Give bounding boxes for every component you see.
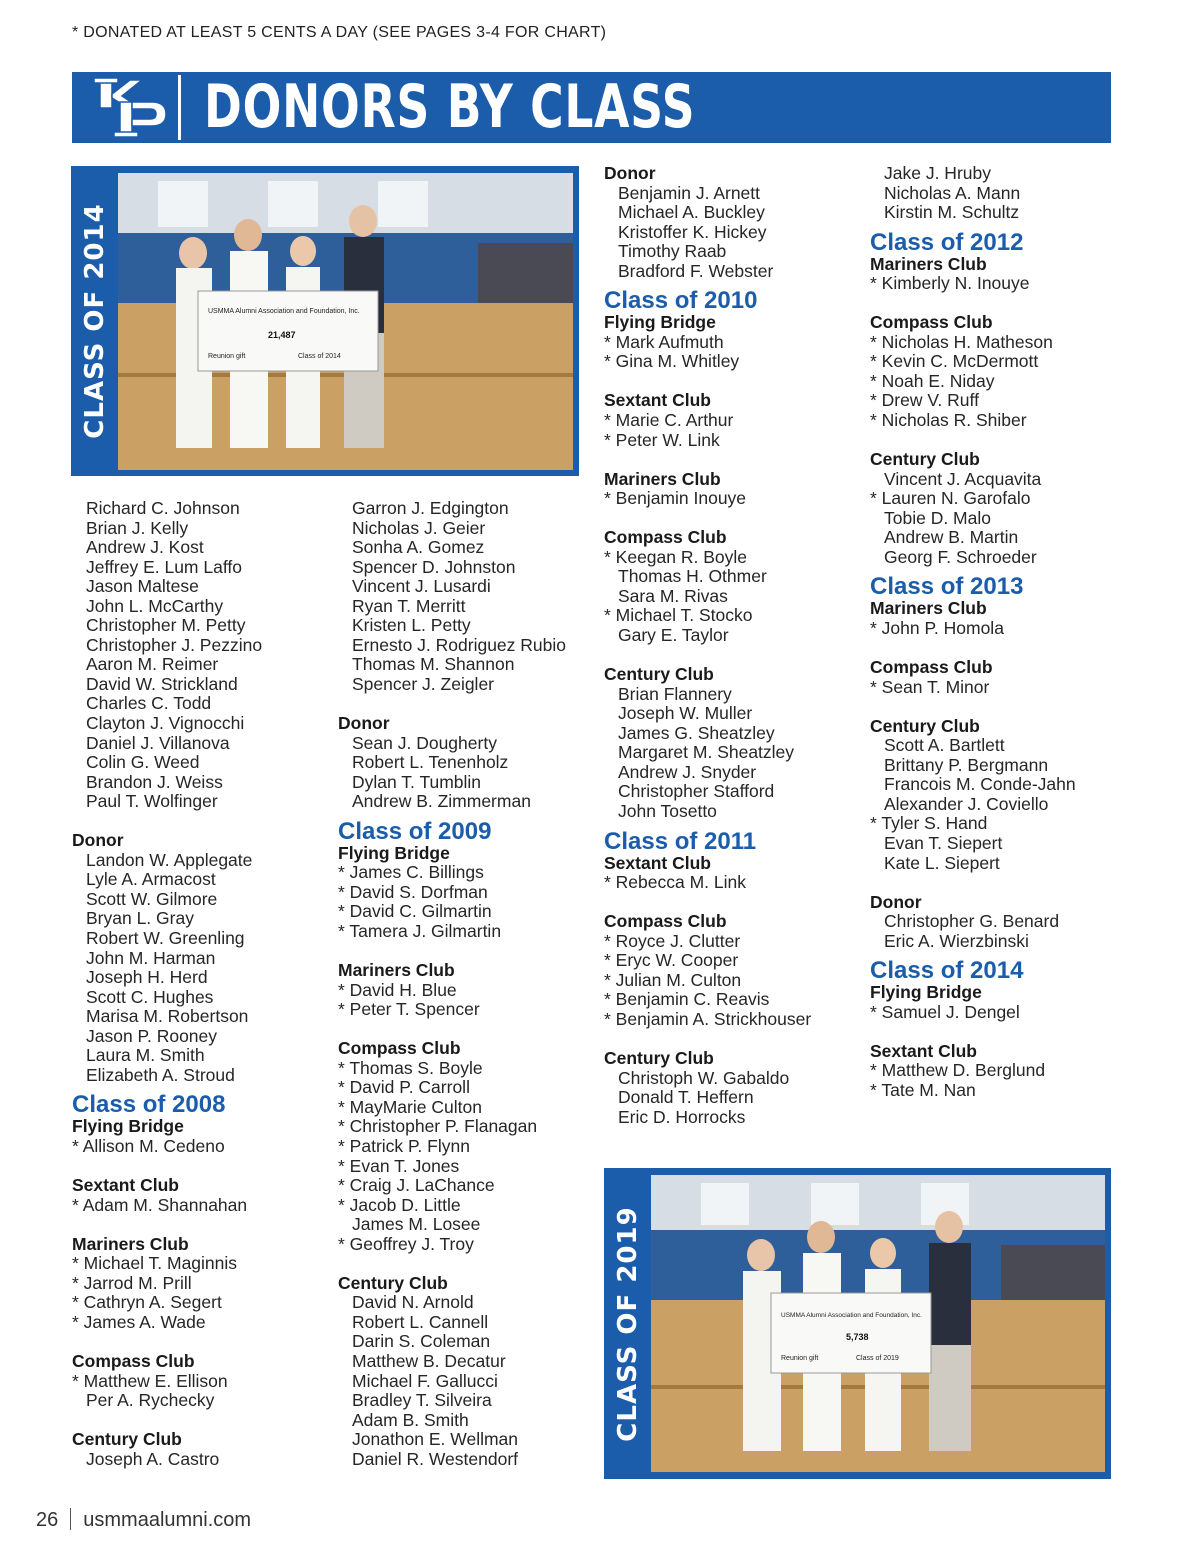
donor-name: Spencer D. Johnston (352, 556, 516, 577)
donor-name: Nicholas A. Mann (884, 182, 1021, 203)
donor-name: John Tosetto (618, 800, 717, 821)
class-2014-check-class: Class of 2014 (298, 353, 341, 360)
donor-name: Sean J. Dougherty (352, 732, 497, 753)
donor-name: Eric A. Wierzbinski (884, 930, 1029, 951)
donor-name: Jason P. Rooney (86, 1025, 218, 1046)
class-2019-check-amount: 5,738 (846, 1332, 869, 1342)
club-heading: Century Club (604, 1047, 714, 1068)
donor-name: Andrew J. Snyder (618, 761, 757, 782)
donor-name: Thomas H. Othmer (618, 566, 767, 587)
donor-name: Christopher J. Pezzino (86, 634, 263, 655)
donor-name-starred: * James A. Wade (72, 1311, 206, 1332)
class-2014-check-amount: 21,487 (268, 330, 296, 340)
donor-name: Robert L. Tenenholz (352, 752, 509, 773)
class-2019-photo-image (651, 1175, 1105, 1472)
spacer (338, 1254, 566, 1274)
donor-name-starred: * Nicholas R. Shiber (870, 410, 1027, 431)
donor-name: Kirstin M. Schultz (884, 202, 1020, 223)
donor-name: Brian J. Kelly (86, 517, 189, 538)
donor-name-starred: * Patrick P. Flynn (338, 1135, 470, 1156)
donor-name: Andrew B. Zimmerman (352, 791, 531, 812)
donor-name: Daniel J. Villanova (86, 732, 230, 753)
donor-name-starred: * Lauren N. Garofalo (870, 488, 1031, 509)
class-2019-check-memo: Reunion gift (781, 1355, 819, 1362)
donor-name: Christopher G. Benard (884, 911, 1060, 932)
donor-name: Jason Maltese (86, 576, 199, 597)
class-heading: Class of 2008 (72, 1091, 226, 1119)
donor-name: Thomas M. Shannon (352, 654, 515, 675)
club-heading: Sextant Club (72, 1175, 179, 1196)
class-2014-photo-label-box (71, 166, 119, 476)
donor-name: Andrew B. Martin (884, 527, 1019, 548)
donor-name: Jeffrey E. Lum Laffo (86, 556, 242, 577)
club-heading: Compass Club (870, 657, 993, 678)
donor-name: Francois M. Conde-Jahn (884, 774, 1076, 795)
donor-name-starred: * Evan T. Jones (338, 1155, 460, 1176)
donor-name: John L. McCarthy (86, 595, 224, 616)
spacer (72, 1332, 262, 1352)
class-heading: Class of 2010 (604, 287, 758, 315)
club-heading: Mariners Club (72, 1233, 189, 1254)
donor-name-starred: * Sean T. Minor (870, 676, 990, 697)
club-heading: Compass Club (604, 911, 727, 932)
spacer (870, 1022, 1076, 1042)
donor-name-starred: * John P. Homola (870, 617, 1004, 638)
donor-name: Joseph W. Muller (618, 703, 753, 724)
club-heading: Sextant Club (604, 852, 711, 873)
donor-name: Kristen L. Petty (352, 615, 471, 636)
donor-name-starred: * Drew V. Ruff (870, 390, 979, 411)
donor-name-starred: * Tamera J. Gilmartin (338, 920, 502, 941)
donor-column-3 (604, 164, 811, 1127)
donor-name: Scott W. Gilmore (86, 888, 218, 909)
donor-name: Matthew B. Decatur (352, 1350, 506, 1371)
donor-name: Kate L. Siepert (884, 852, 1000, 873)
club-heading: Flying Bridge (72, 1116, 184, 1137)
spacer (338, 1020, 566, 1040)
donor-name-starred: * Benjamin A. Strickhouser (604, 1008, 812, 1029)
donor-name: Benjamin J. Arnett (618, 182, 761, 203)
donor-name: Bryan L. Gray (86, 908, 194, 929)
donor-name-starred: * Craig J. LaChance (338, 1175, 495, 1196)
donor-name: James G. Sheatzley (618, 722, 775, 743)
donor-name: John M. Harman (86, 947, 216, 968)
donor-name-starred: * Peter W. Link (604, 429, 720, 450)
donor-name: Michael F. Gallucci (352, 1370, 498, 1391)
club-heading: Sextant Club (604, 390, 711, 411)
club-heading: Century Club (870, 715, 980, 736)
donor-name-starred: * Keegan R. Boyle (604, 546, 748, 567)
spacer (72, 812, 262, 832)
donor-name-starred: * Samuel J. Dengel (870, 1001, 1020, 1022)
donor-name: Brandon J. Weiss (86, 771, 223, 792)
club-heading: Donor (870, 891, 922, 912)
class-2014-check-payee: USMMA Alumni Association and Foundation, Inc. (208, 308, 360, 315)
donor-name: Adam B. Smith (352, 1409, 469, 1430)
class-heading: Class of 2013 (870, 573, 1024, 601)
donor-name-starred: * Thomas S. Boyle (338, 1057, 483, 1078)
donor-name: Robert L. Cannell (352, 1311, 489, 1332)
donor-name-starred: * Kimberly N. Inouye (870, 273, 1030, 294)
club-heading: Century Club (72, 1429, 182, 1450)
class-2019-photo-panel (604, 1168, 1111, 1479)
donor-name-starred: * Royce J. Clutter (604, 930, 741, 951)
club-heading: Mariners Club (338, 960, 455, 981)
donor-name: Evan T. Siepert (884, 832, 1003, 853)
donor-name-starred: * Christopher P. Flanagan (338, 1116, 538, 1137)
chart-reference-note: * DONATED AT LEAST 5 CENTS A DAY (SEE PAGES 3-4 FOR CHART) (72, 24, 607, 41)
donor-name-starred: * Benjamin Inouye (604, 488, 747, 509)
donor-name-starred: * Rebecca M. Link (604, 872, 747, 893)
donor-name: Spencer J. Zeigler (352, 673, 495, 694)
donor-name-starred: * David P. Carroll (338, 1077, 470, 1098)
donor-name: Lyle A. Armacost (86, 869, 216, 890)
donor-name: Robert W. Greenling (86, 928, 245, 949)
donor-name-starred: * David S. Dorfman (338, 881, 488, 902)
donor-name: Sonha A. Gomez (352, 537, 485, 558)
donor-name: Andrew J. Kost (86, 537, 204, 558)
kp-logo-icon (90, 74, 176, 141)
donor-name-starred: * Michael T. Stocko (604, 605, 753, 626)
page-number: 26 (36, 1509, 59, 1531)
spacer (870, 697, 1076, 717)
donor-name-starred: * Michael T. Maginnis (72, 1253, 238, 1274)
donor-name-starred: * Cathryn A. Segert (72, 1292, 222, 1313)
donor-name-starred: * Jarrod M. Prill (72, 1272, 192, 1293)
class-2019-photo-label-box (604, 1168, 652, 1479)
club-heading: Donor (72, 830, 124, 851)
class-2019-check-class: Class of 2019 (856, 1355, 899, 1362)
page-footer (36, 1508, 251, 1532)
donor-name: Vincent J. Lusardi (352, 576, 491, 597)
banner-divider (178, 75, 181, 140)
donor-name-starred: * Peter T. Spencer (338, 999, 480, 1020)
donor-name-starred: * Tate M. Nan (870, 1079, 976, 1100)
class-heading: Class of 2009 (338, 817, 492, 845)
spacer (604, 1029, 811, 1049)
club-heading: Compass Club (338, 1038, 461, 1059)
donor-column-2 (338, 499, 566, 1469)
class-2014-check-memo: Reunion gift (208, 353, 246, 360)
donor-name: Jake J. Hruby (884, 163, 991, 183)
donor-name: Jonathon E. Wellman (352, 1429, 519, 1450)
spacer (870, 873, 1076, 893)
class-2019-photo-label: CLASS OF 2019 (613, 1205, 643, 1442)
donor-name: Margaret M. Sheatzley (618, 742, 795, 763)
donor-name: Georg F. Schroeder (884, 546, 1037, 567)
donor-column-1 (72, 499, 262, 1469)
donor-name: Elizabeth A. Stroud (86, 1064, 235, 1085)
donor-name: Clayton J. Vignocchi (86, 713, 245, 734)
spacer (338, 941, 566, 961)
donor-name: Dylan T. Tumblin (352, 771, 482, 792)
donor-name: Joseph H. Herd (86, 967, 208, 988)
spacer (870, 638, 1076, 658)
donor-name: Timothy Raab (618, 241, 727, 262)
donor-name: Darin S. Coleman (352, 1331, 491, 1352)
donor-name: Landon W. Applegate (86, 849, 253, 870)
donor-name: Daniel R. Westendorf (352, 1448, 519, 1469)
club-heading: Century Club (338, 1272, 448, 1293)
page-title: DONORS BY CLASS (204, 72, 696, 142)
class-heading: Class of 2011 (604, 827, 757, 855)
spacer (870, 431, 1076, 451)
spacer (604, 509, 811, 529)
donor-name: Gary E. Taylor (618, 625, 729, 646)
class-2014-photo-image (118, 173, 573, 470)
donor-name: Tobie D. Malo (884, 507, 991, 528)
club-heading: Century Club (604, 664, 714, 685)
donor-name-starred: * Nicholas H. Matheson (870, 331, 1053, 352)
donor-name-starred: * Marie C. Arthur (604, 410, 734, 431)
class-heading: Class of 2014 (870, 957, 1024, 985)
club-heading: Compass Club (870, 312, 993, 333)
class-heading: Class of 2012 (870, 228, 1024, 256)
donor-name: Scott A. Bartlett (884, 735, 1005, 756)
donor-name: Michael A. Buckley (618, 202, 765, 223)
donor-name: Colin G. Weed (86, 752, 200, 773)
club-heading: Flying Bridge (604, 312, 716, 333)
donor-name: David W. Strickland (86, 673, 238, 694)
donor-name: Christopher M. Petty (86, 615, 246, 636)
donor-name: Ryan T. Merritt (352, 595, 466, 616)
footer-divider (70, 1508, 71, 1530)
donor-name-starred: * Allison M. Cedeno (72, 1135, 225, 1156)
section-banner (72, 72, 1111, 143)
donor-name: Laura M. Smith (86, 1045, 205, 1066)
donor-name-starred: * Matthew D. Berglund (870, 1060, 1046, 1081)
donor-name-starred: * David C. Gilmartin (338, 901, 492, 922)
donor-name-starred: * Eryc W. Cooper (604, 950, 739, 971)
donor-name: Scott C. Hughes (86, 986, 214, 1007)
donor-name: Christoph W. Gabaldo (618, 1067, 790, 1088)
spacer (604, 372, 811, 392)
donor-name: Brian Flannery (618, 683, 732, 704)
donor-name: Bradley T. Silveira (352, 1390, 492, 1411)
class-2014-photo-label: CLASS OF 2014 (80, 203, 110, 439)
donor-name: Eric D. Horrocks (618, 1106, 746, 1127)
donor-name-starred: * James C. Billings (338, 862, 484, 883)
footer-website-link[interactable]: usmmaalumni.com (83, 1509, 252, 1531)
donor-name: Joseph A. Castro (86, 1448, 220, 1469)
donor-name: Ernesto J. Rodriguez Rubio (352, 634, 566, 655)
donor-name: Richard C. Johnson (86, 498, 240, 518)
donor-name: Charles C. Todd (86, 693, 212, 714)
donor-name: Bradford F. Webster (618, 260, 774, 281)
donor-name: Brittany P. Bergmann (884, 754, 1049, 775)
club-heading: Sextant Club (870, 1040, 977, 1061)
donor-name-starred: * David H. Blue (338, 979, 457, 1000)
donor-name-starred: * Jacob D. Little (338, 1194, 461, 1215)
donor-name: Donald T. Heffern (618, 1087, 754, 1108)
donor-name: Marisa M. Robertson (86, 1006, 249, 1027)
donor-name-starred: * Adam M. Shannahan (72, 1194, 248, 1215)
spacer (870, 294, 1076, 314)
club-heading: Mariners Club (870, 598, 987, 619)
club-heading: Donor (604, 163, 656, 183)
spacer (72, 1157, 262, 1177)
club-heading: Flying Bridge (870, 982, 982, 1003)
donor-name-starred: * Mark Aufmuth (604, 331, 724, 352)
donor-name: Nicholas J. Geier (352, 517, 486, 538)
donor-column-4 (870, 164, 1076, 1101)
donor-name: Garron J. Edgington (352, 498, 509, 518)
club-heading: Compass Club (72, 1350, 195, 1371)
spacer (338, 694, 566, 714)
spacer (72, 1411, 262, 1431)
donor-name-starred: * Noah E. Niday (870, 370, 995, 391)
donor-name-starred: * Geoffrey J. Troy (338, 1233, 474, 1254)
club-heading: Donor (338, 713, 390, 734)
donor-name: Sara M. Rivas (618, 585, 728, 606)
club-heading: Compass Club (604, 527, 727, 548)
spacer (604, 450, 811, 470)
donor-name-starred: * Gina M. Whitley (604, 351, 740, 372)
donor-name-starred: * Matthew E. Ellison (72, 1370, 228, 1391)
donor-name: Vincent J. Acquavita (884, 468, 1042, 489)
donor-name: Kristoffer K. Hickey (618, 221, 767, 242)
club-heading: Century Club (870, 449, 980, 470)
spacer (604, 893, 811, 913)
donor-name: Paul T. Wolfinger (86, 791, 218, 812)
donor-name: James M. Losee (352, 1214, 481, 1235)
donor-name: Per A. Rychecky (86, 1390, 215, 1411)
class-2014-photo-panel (71, 166, 579, 476)
donor-name: Christopher Stafford (618, 781, 775, 802)
spacer (604, 646, 811, 666)
club-heading: Mariners Club (870, 253, 987, 274)
club-heading: Flying Bridge (338, 842, 450, 863)
donor-name-starred: * Benjamin C. Reavis (604, 989, 770, 1010)
donor-name-starred: * MayMarie Culton (338, 1096, 482, 1117)
donor-name-starred: * Tyler S. Hand (870, 813, 988, 834)
donor-name: David N. Arnold (352, 1292, 474, 1313)
club-heading: Mariners Club (604, 468, 721, 489)
donor-name: Alexander J. Coviello (884, 793, 1049, 814)
donor-name: Aaron M. Reimer (86, 654, 219, 675)
spacer (72, 1215, 262, 1235)
class-2019-check-payee: USMMA Alumni Association and Foundation, Inc. (781, 1312, 922, 1319)
donor-name-starred: * Kevin C. McDermott (870, 351, 1039, 372)
donor-name-starred: * Julian M. Culton (604, 969, 742, 990)
